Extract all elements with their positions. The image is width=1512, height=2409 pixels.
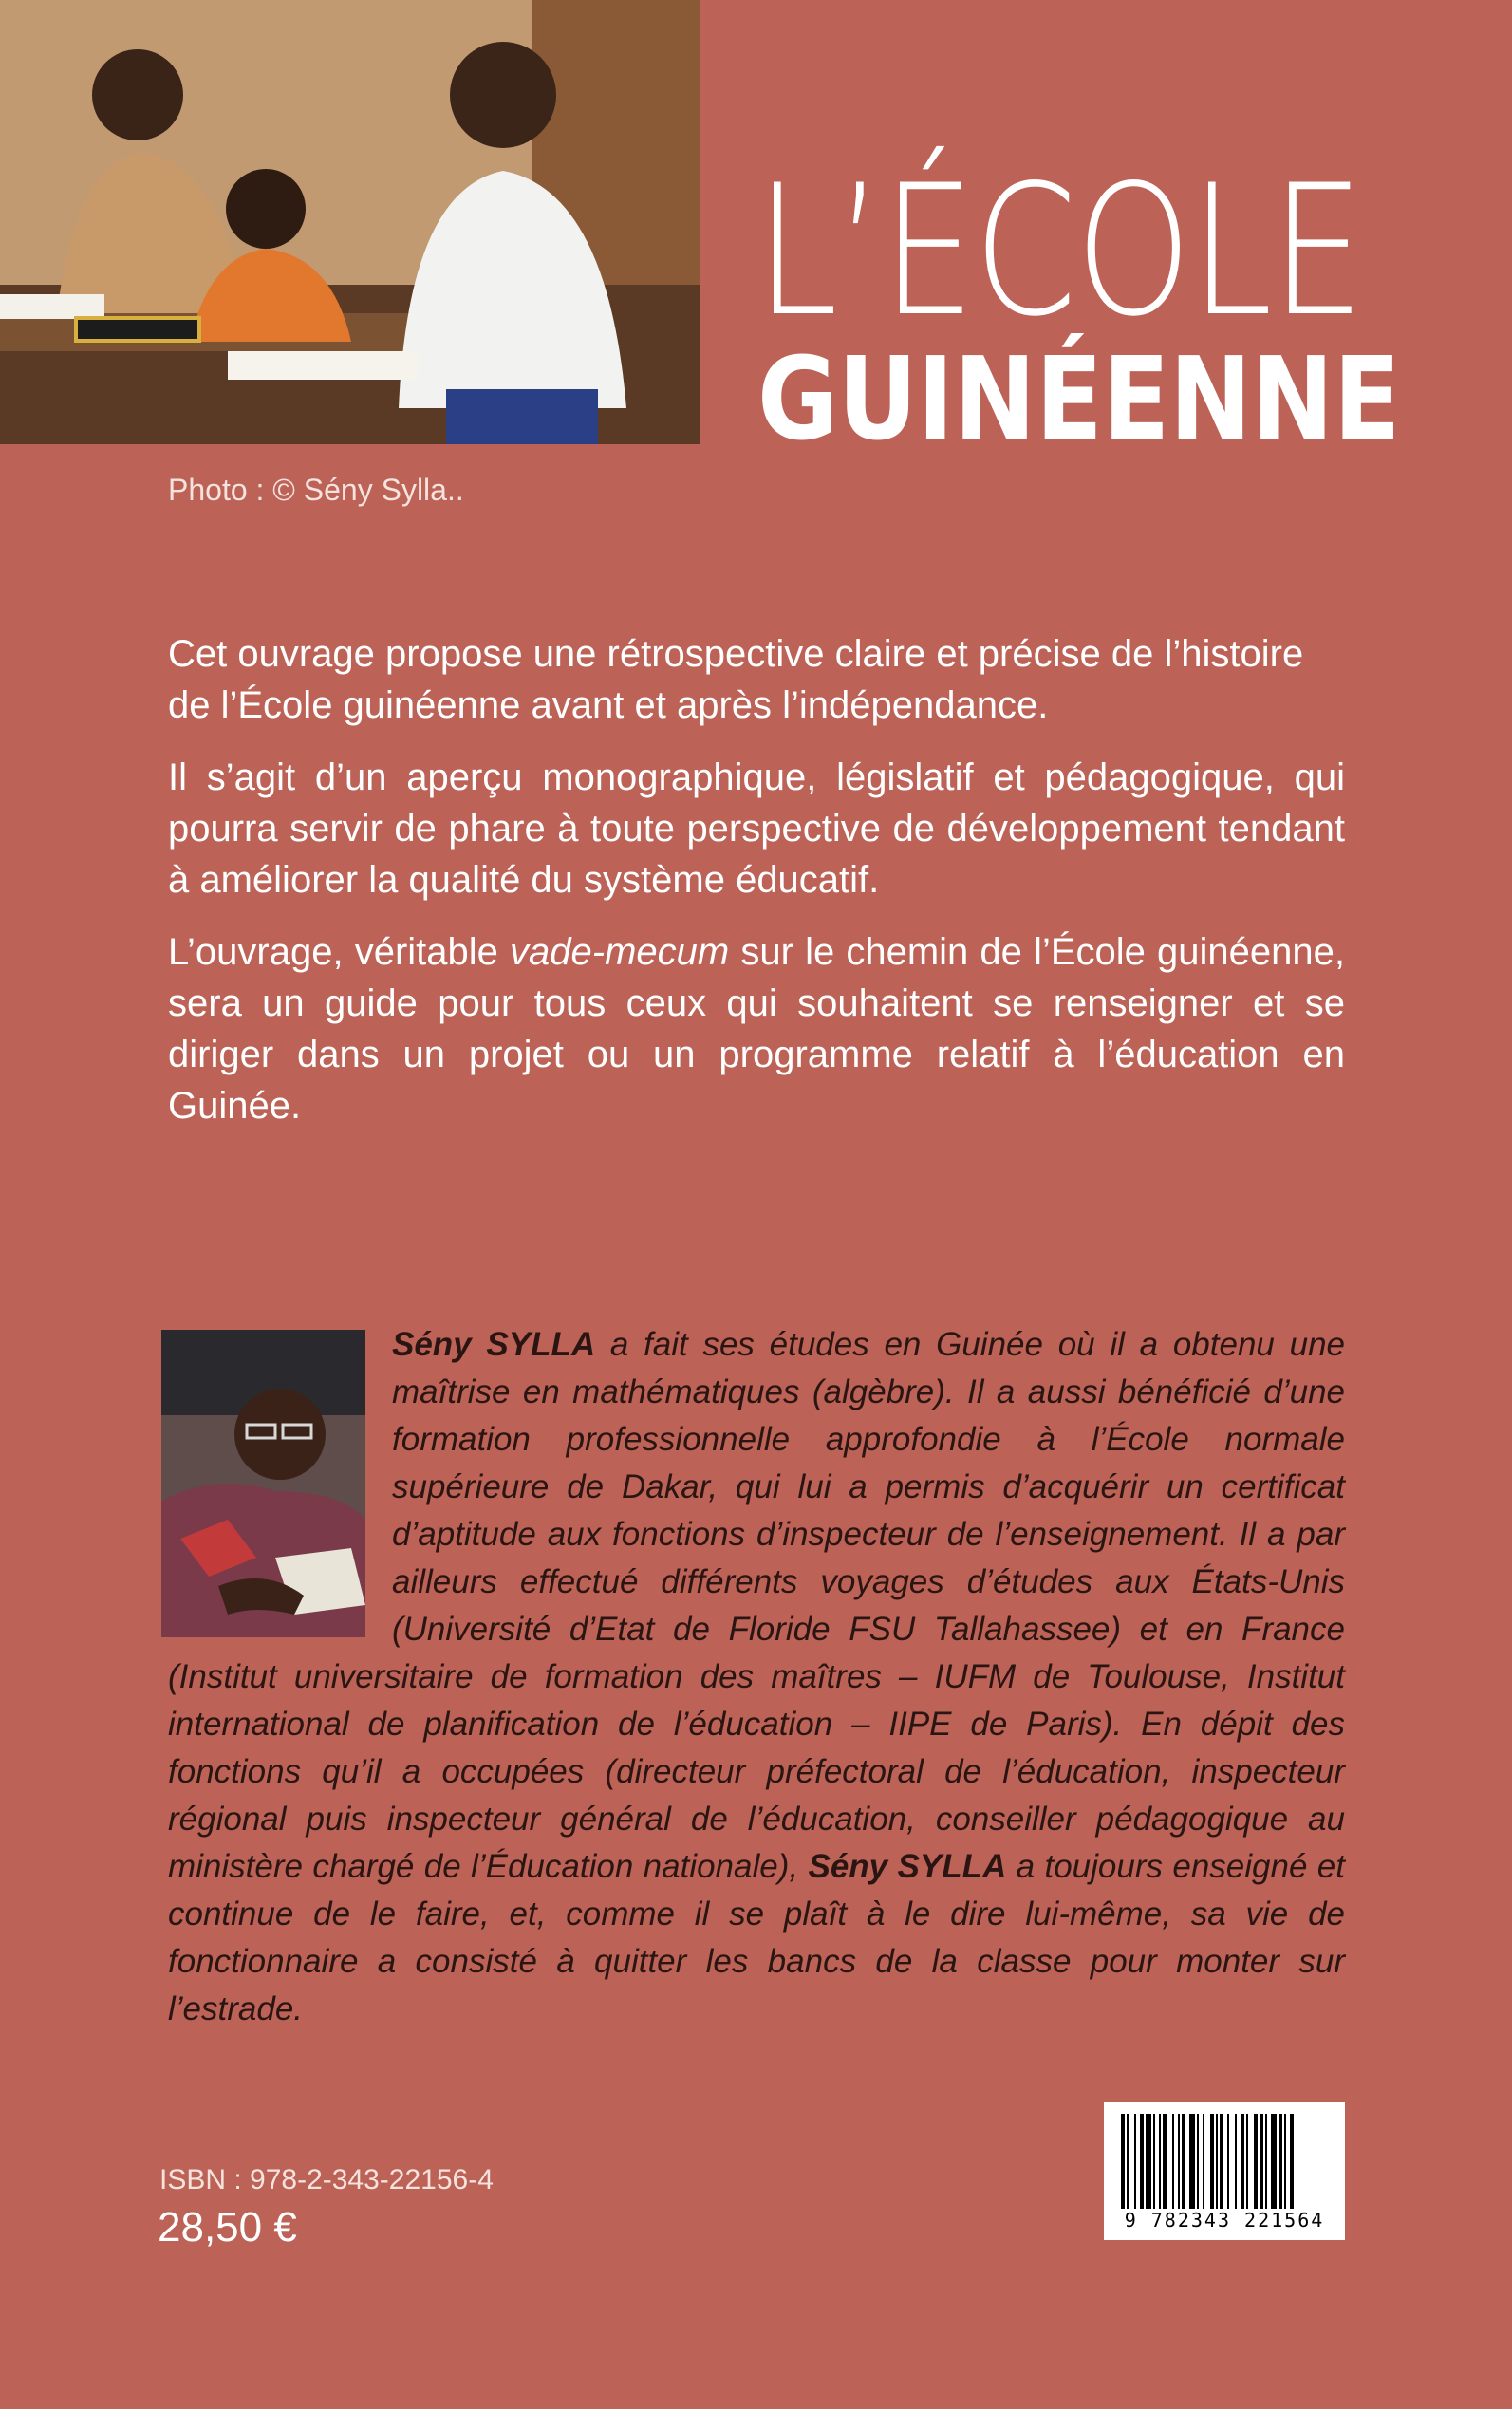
barcode-bar — [1140, 2114, 1144, 2209]
price: 28,50 € — [158, 2204, 297, 2250]
barcode-bar — [1246, 2114, 1248, 2209]
barcode-bar — [1197, 2114, 1199, 2209]
barcode-number: 9 782343 221564 — [1124, 2209, 1325, 2232]
photo-credit: Photo : © Sény Sylla.. — [168, 473, 464, 507]
summary-paragraph-2: Il s’agit d’un aperçu monographique, législatif et pédagogique, qui pourra servir de phare à toute perspective de développement tendant à améliorer la qualité du système éducatif. — [168, 756, 1345, 901]
author-biography — [168, 1321, 1345, 2033]
barcode-bar — [1227, 2114, 1229, 2209]
isbn: ISBN : 978-2-343-22156-4 — [159, 2164, 494, 2195]
barcode-bars — [1121, 2114, 1328, 2209]
barcode-bar — [1182, 2114, 1185, 2209]
author-name-repeat: Sény SYLLA — [808, 1848, 1007, 1885]
bio-text-part2: a toujours enseigné et continue de le faire, et, comme il se plaît à le dire lui-même, sa vie de fonctionnaire a consisté à quitter les bancs de la classe pour monter sur l’estrade. — [168, 1848, 1345, 2027]
barcode-bar — [1127, 2114, 1129, 2209]
bio-text-part1: a fait ses études en Guinée où il a obtenu une maîtrise en mathématiques (algèbre). Il a aussi bénéficié d’une formation professionnelle approfondie à l’École normale supérieure de Dakar, qui lui a permis d’acquérir un certificat d’aptitude aux fonctions d’inspecteur de l’enseignement. Il a par ailleurs effectué différents voyages d’études aux États-Unis (Université d’Etat de Floride FSU Tallahassee) et en France (Institut universitaire de formation des maîtres – IUFM de Toulouse, Institut international de planification de l’éducation – IIPE de Paris). En dépit des fonctions qu’il a occupées (directeur préfectoral de l’éducation, inspecteur régional puis inspecteur général de l’éducation, conseiller pédagogique au ministère chargé de l’Éducation nationale), — [168, 1326, 1345, 1885]
barcode-bar — [1265, 2114, 1267, 2209]
barcode-bar — [1235, 2114, 1237, 2209]
book-title-line2: GUINÉENNE — [757, 334, 1401, 466]
barcode-bar — [1163, 2114, 1167, 2209]
summary-p3-emphasis: vade-mecum — [510, 931, 730, 973]
book-title-line1: L’ÉCOLE — [756, 146, 1363, 356]
summary-paragraph-1: Cet ouvrage propose une rétrospective claire et précise de l’histoire de l’École guinéenne avant et après l’indépendance. — [168, 633, 1304, 726]
barcode-bar — [1172, 2114, 1174, 2209]
barcode-bar — [1189, 2114, 1195, 2209]
barcode-bar — [1254, 2114, 1258, 2209]
barcode-bar — [1159, 2114, 1161, 2209]
barcode-bar — [1220, 2114, 1223, 2209]
barcode-bar — [1121, 2114, 1125, 2209]
barcode-bar — [1284, 2114, 1286, 2209]
barcode-bar — [1290, 2114, 1294, 2209]
barcode-bar — [1241, 2114, 1244, 2209]
book-summary — [168, 628, 1345, 1152]
barcode-bar — [1203, 2114, 1204, 2209]
barcode-bar — [1216, 2114, 1218, 2209]
summary-paragraph-3 — [168, 926, 1345, 1131]
barcode-bar — [1134, 2114, 1136, 2209]
barcode — [1104, 2102, 1345, 2240]
summary-p3-end: sur le chemin de l’École guinéenne, sera un guide pour tous ceux qui souhaitent se renseigner et se diriger dans un projet ou un programme relatif à l’éducation en Guinée. — [168, 931, 1345, 1127]
barcode-bar — [1178, 2114, 1180, 2209]
barcode-bar — [1279, 2114, 1282, 2209]
barcode-bar — [1153, 2114, 1155, 2209]
barcode-bar — [1210, 2114, 1214, 2209]
barcode-bar — [1271, 2114, 1277, 2209]
author-name: Sény SYLLA — [392, 1326, 596, 1363]
cover-photo — [0, 0, 700, 444]
barcode-bar — [1260, 2114, 1263, 2209]
barcode-bar — [1146, 2114, 1151, 2209]
summary-p3-start: L’ouvrage, véritable — [168, 931, 511, 973]
